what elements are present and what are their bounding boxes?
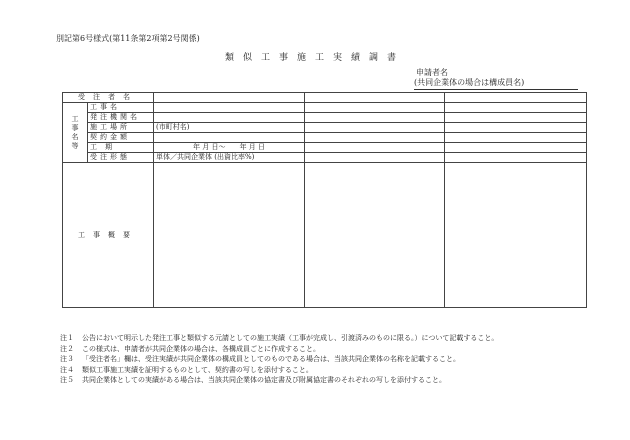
applicant-name-field[interactable]: (共同企業体の場合は構成員名) — [414, 77, 578, 90]
note-item — [60, 333, 498, 344]
contract-amount-cell-2[interactable] — [305, 133, 445, 143]
overview-cell-3[interactable] — [445, 163, 587, 308]
overview-cell-2[interactable] — [305, 163, 445, 308]
location-cell-2[interactable] — [305, 123, 445, 133]
form-number-label: 別記第6号様式(第11条第2項第2号関係) — [56, 34, 200, 43]
ordering-agency-cell-3[interactable] — [445, 113, 587, 123]
row-label-location: 施工場所 — [88, 123, 154, 133]
location-cell-1[interactable]: (市町村名) — [154, 123, 305, 133]
client-name-label: 受注者名 — [63, 93, 154, 103]
note-number: 注５ — [60, 376, 74, 384]
project-name-cell-1[interactable] — [154, 103, 305, 113]
period-cell-1[interactable]: 年 月 日〜 年 月 日 — [154, 143, 305, 153]
table-row — [63, 133, 587, 143]
row-label-project-name: 工事名 — [88, 103, 154, 113]
overview-cell-1[interactable] — [154, 163, 305, 308]
note-item — [60, 354, 498, 365]
note-text: 共同企業体としての実績がある場合は、当該共同企業体の協定書及び附属協定書のそれぞれの写しを添付すること。 — [82, 376, 446, 384]
contract-amount-cell-1[interactable] — [154, 133, 305, 143]
table-row — [63, 103, 587, 113]
project-name-cell-2[interactable] — [305, 103, 445, 113]
client-row — [63, 93, 587, 103]
note-item — [60, 344, 498, 355]
contract-amount-cell-3[interactable] — [445, 133, 587, 143]
note-text: 公告において明示した発注工事と類似する元請としての施工実績（工事が完成し、引渡済みのものに限る。）について記載すること。 — [82, 334, 499, 342]
note-number: 注２ — [60, 344, 74, 353]
table-row — [63, 143, 587, 153]
project-name-cell-3[interactable] — [445, 103, 587, 113]
client-name-cell-1[interactable] — [154, 93, 305, 103]
ordering-agency-cell-2[interactable] — [305, 113, 445, 123]
note-item — [60, 365, 498, 376]
note-number: 注１ — [60, 334, 74, 342]
location-cell-3[interactable] — [445, 123, 587, 133]
order-type-cell-2[interactable] — [305, 153, 445, 163]
row-label-ordering-agency: 発注機関名 — [88, 113, 154, 123]
notes-section — [60, 333, 498, 386]
page-title: 類似工事施工実績調書 — [224, 53, 405, 63]
note-text: 類似工事施工実績を証明するものとして、契約書の写しを添付すること。 — [82, 365, 313, 374]
table-row — [63, 123, 587, 133]
client-name-cell-2[interactable] — [305, 93, 445, 103]
overview-label: 工事概要 — [63, 163, 154, 308]
row-label-order-type: 受注形態 — [88, 153, 154, 163]
row-label-contract-amount: 契約金額 — [88, 133, 154, 143]
period-cell-3[interactable] — [445, 143, 587, 153]
period-cell-2[interactable] — [305, 143, 445, 153]
project-group-label: 工事名等 — [63, 103, 88, 163]
overview-row — [63, 163, 587, 308]
client-name-cell-3[interactable] — [445, 93, 587, 103]
row-label-period: 工期 — [88, 143, 154, 153]
note-text: この様式は、申請者が共同企業体の場合は、各構成員ごとに作成すること。 — [82, 344, 320, 353]
construction-record-table — [62, 92, 587, 308]
order-type-cell-1[interactable]: 単体／共同企業体 (出資比率%) — [154, 153, 305, 163]
table-row — [63, 153, 587, 163]
ordering-agency-cell-1[interactable] — [154, 113, 305, 123]
note-text: 「受注者名」欄は、受注実績が共同企業体の構成員としてのものである場合は、当該共同企業体の名称を記載すること。 — [82, 355, 460, 363]
table-row — [63, 113, 587, 123]
order-type-cell-3[interactable] — [445, 153, 587, 163]
applicant-name-label: 申請者名 — [416, 68, 448, 77]
note-item — [60, 375, 498, 386]
note-number: 注３ — [60, 355, 74, 363]
note-number: 注４ — [60, 365, 74, 374]
